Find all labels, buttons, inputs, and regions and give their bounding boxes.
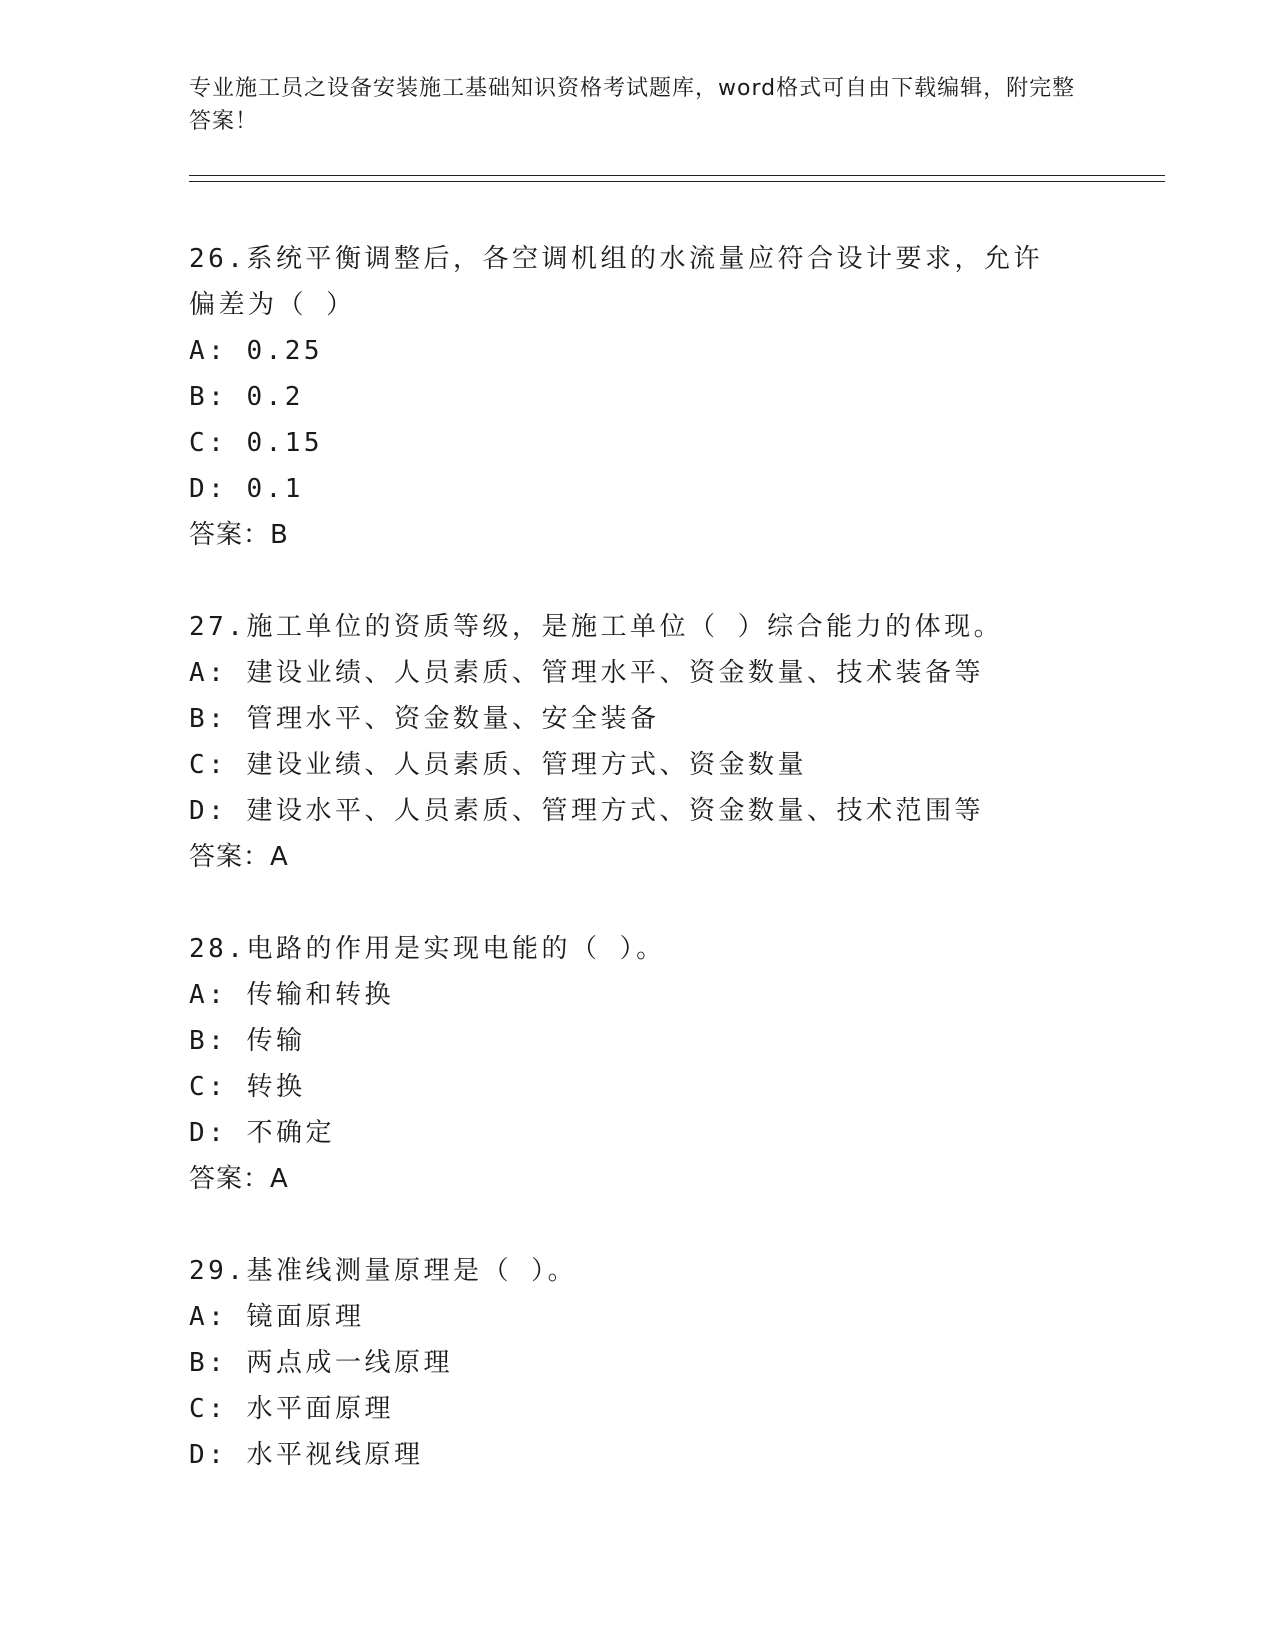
option-b: B: 0.2 xyxy=(189,382,304,412)
option-a: A: 建设业绩、人员素质、管理水平、资金数量、技术装备等 xyxy=(189,658,984,688)
option-c: C: 转换 xyxy=(189,1072,306,1102)
option-c: C: 建设业绩、人员素质、管理方式、资金数量 xyxy=(189,750,807,780)
question-list xyxy=(189,236,1089,1524)
document-header: 专业施工员之设备安装施工基础知识资格考试题库，word格式可自由下载编辑，附完整答案！ xyxy=(189,76,1076,134)
question-title: 29.基准线测量原理是（ ）。 xyxy=(189,1256,578,1286)
answer: 答案：B xyxy=(189,520,289,550)
option-d: D: 水平视线原理 xyxy=(189,1440,424,1470)
header-rule-bottom xyxy=(189,181,1165,182)
option-d: D: 不确定 xyxy=(189,1118,335,1148)
question-28 xyxy=(189,926,1089,1202)
option-a: A: 0.25 xyxy=(189,336,324,366)
question-29 xyxy=(189,1248,1089,1478)
question-title: 27.施工单位的资质等级，是施工单位（ ）综合能力的体现。 xyxy=(189,612,1004,642)
option-d: D: 0.1 xyxy=(189,474,304,504)
option-d: D: 建设水平、人员素质、管理方式、资金数量、技术范围等 xyxy=(189,796,984,826)
answer: 答案：A xyxy=(189,842,289,872)
option-c: C: 水平面原理 xyxy=(189,1394,394,1424)
question-26 xyxy=(189,236,1089,558)
question-27 xyxy=(189,604,1089,880)
option-a: A: 镜面原理 xyxy=(189,1302,365,1332)
option-c: C: 0.15 xyxy=(189,428,324,458)
question-title: 26.系统平衡调整后，各空调机组的水流量应符合设计要求，允许偏差为（ ） xyxy=(189,244,1043,320)
header-rule-top xyxy=(189,175,1165,176)
option-b: B: 两点成一线原理 xyxy=(189,1348,453,1378)
option-a: A: 传输和转换 xyxy=(189,980,394,1010)
question-title: 28.电路的作用是实现电能的（ ）。 xyxy=(189,934,666,964)
option-b: B: 传输 xyxy=(189,1026,306,1056)
option-b: B: 管理水平、资金数量、安全装备 xyxy=(189,704,660,734)
answer: 答案：A xyxy=(189,1164,289,1194)
